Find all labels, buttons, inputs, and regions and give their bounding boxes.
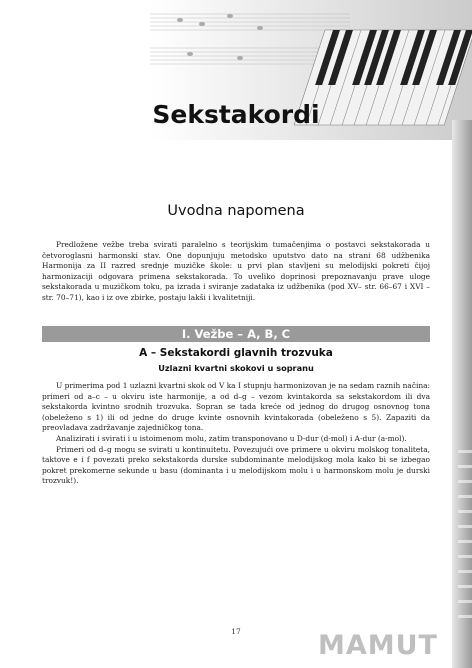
section-body [42,381,430,487]
introduction-heading: Uvodna napomena [167,203,305,219]
section-heading: A – Sekstakordi glavnih trozvuka [139,347,333,359]
section-subheading: Uzlazni kvartni skokovi u sopranu [158,363,314,373]
section-paragraph: Analizirati i svirati i u istoimenom molu, zatim transponovano u D-dur (d-mol) i A-dur (a-mol). [56,433,407,443]
intro-paragraph: Predložene vežbe treba svirati paralelno s teorijskim tumačenjima o postavci sekstakorada u četvoroglasni harmonski stav. One dopunjuju metodsko uputstvo dato na strani 68 udžbenika Harmonija za II razred srednje muzičke škole: u prvi plan stavljeni su melodijski pokreti čijoj harmonizaciji odgovara primena sekstakorada. To uveliko doprinosi prepoznavanju prave uloge sekstakorada u muzičkom toku, pa izrada i sviranje zadataka iz udžbenika (pod XV– str. 66–67 i XVI – str. 70–71), kao i iz ove zbirke, postaju lakši i kvalitetniji. [42,240,430,302]
section-paragraph: U primerima pod 1 uzlazni kvartni skok od V ka I stupnju harmonizovan je na sedam raznih načina: primeri od a–c – u okviru iste harmonije, a od d–g – vezom kvintakorda sa sekstakordom ili dva sekstakorda kvintno srodnih trozvuka. Sopran se tada kreće od jednog do drugog osnovnog tona (obeleženo s 1) ili od jedne do druge kvinte osnovnih kvintakorada (obeleženo s 5). Zapaziti da preovladava zadržavanje zajedničkog tona. [42,381,430,433]
page-title: Sekstakordi [152,100,320,129]
watermark-logo: MAMUT [318,630,438,661]
section-paragraph: Primeri od d–g mogu se svirati u kontinuitetu. Povezujući ove primere u okviru molskog tonaliteta, taktove e i f povezati preko sekstakorda durske subdominante melodijskog mola kako bi se izbegao pokret prekomerne sekunde u basu (dominanta i u melodijskom molu i u harmonskom molu je durski trozvuk!). [42,444,430,486]
page-number: 17 [231,627,241,636]
section-bar: I. Vežbe – A, B, C [42,326,430,342]
